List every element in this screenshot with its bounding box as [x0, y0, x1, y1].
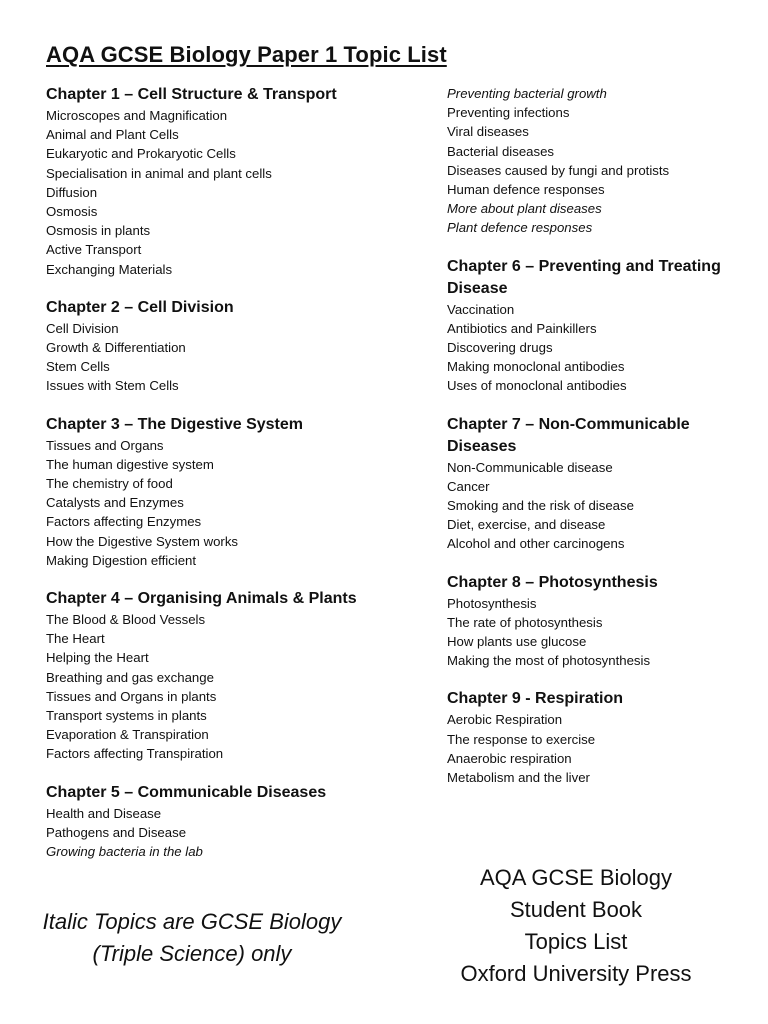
topic-list: [447, 300, 747, 396]
topic-item: Viral diseases: [447, 124, 529, 140]
topic-item: Vaccination: [447, 301, 515, 317]
topic-item-triple: Preventing bacterial growth: [447, 86, 607, 101]
topic-item-triple: Plant defence responses: [447, 220, 593, 236]
topic-item: Making Digestion efficient: [46, 552, 197, 568]
book-info-line: Topics List: [524, 929, 628, 954]
book-info-line: Oxford University Press: [460, 961, 692, 986]
topic-item: Uses of monoclonal antibodies: [447, 378, 627, 394]
book-info-line: AQA GCSE Biology: [480, 865, 672, 890]
topic-item: Health and Disease: [46, 805, 162, 821]
topic-item: Active Transport: [46, 242, 142, 258]
topic-item: Preventing infections: [447, 105, 570, 121]
topic-item: Growth & Differentiation: [46, 340, 186, 356]
page-title: AQA GCSE Biology Paper 1 Topic List: [46, 42, 447, 67]
topic-item: Stem Cells: [46, 359, 110, 375]
topic-item: Animal and Plant Cells: [46, 127, 179, 143]
topic-item: Diffusion: [46, 184, 98, 200]
topic-item: The rate of photosynthesis: [447, 614, 603, 630]
chapter-section: [46, 414, 376, 570]
topic-item: Catalysts and Enzymes: [46, 495, 184, 511]
topic-item: Transport systems in plants: [46, 708, 207, 724]
topic-item: Non-Communicable disease: [447, 459, 613, 475]
topic-item: Evaporation & Transpiration: [46, 727, 209, 743]
chapter-section: [447, 572, 747, 671]
topic-item: Anaerobic respiration: [447, 750, 572, 766]
topic-item: The human digestive system: [46, 456, 214, 472]
topic-item: Eukaryotic and Prokaryotic Cells: [46, 146, 236, 162]
topic-item: Osmosis: [46, 204, 98, 220]
italic-topics-note: Italic Topics are GCSE Biology (Triple Science) only: [42, 909, 342, 966]
topic-list: [46, 610, 376, 764]
book-info-line: Student Book: [509, 897, 643, 922]
chapter-section: [46, 782, 376, 862]
chapter-title: Chapter 6 – Preventing and Treating Disease: [447, 257, 721, 297]
topic-item: Photosynthesis: [447, 595, 537, 611]
topic-item: Factors affecting Transpiration: [46, 746, 224, 762]
topic-item: Exchanging Materials: [46, 261, 173, 277]
topic-item: Discovering drugs: [447, 340, 553, 356]
topic-item: Breathing and gas exchange: [46, 669, 214, 685]
topic-item-triple: More about plant diseases: [447, 201, 602, 217]
topic-item: Factors affecting Enzymes: [46, 514, 202, 530]
topic-item: Smoking and the risk of disease: [447, 498, 634, 514]
chapter-title: Chapter 4 – Organising Animals & Plants: [46, 590, 357, 608]
topic-list: [447, 594, 747, 671]
topic-item: The chemistry of food: [46, 476, 173, 492]
topic-list: [447, 458, 747, 554]
topic-item: Alcohol and other carcinogens: [447, 536, 625, 552]
topic-item: Tissues and Organs: [46, 437, 164, 453]
topic-item: The response to exercise: [447, 731, 596, 747]
chapter-title: Chapter 3 – The Digestive System: [46, 415, 303, 433]
chapter-title: Chapter 7 – Non-Communicable Diseases: [447, 415, 690, 455]
topic-list: [447, 84, 747, 238]
chapter-title: Chapter 8 – Photosynthesis: [447, 573, 658, 591]
topic-item: Pathogens and Disease: [46, 824, 187, 840]
topic-list: [46, 106, 376, 279]
chapter-title: Chapter 9 - Respiration: [447, 690, 624, 708]
chapter-section: [447, 256, 747, 396]
topic-list: [46, 319, 376, 396]
topic-item: Tissues and Organs in plants: [46, 688, 217, 704]
topic-item: Specialisation in animal and plant cells: [46, 165, 272, 181]
topic-item: The Heart: [46, 631, 105, 647]
left-column: [46, 84, 376, 879]
topic-item: Diseases caused by fungi and protists: [447, 162, 670, 178]
chapter-title: Chapter 5 – Communicable Diseases: [46, 783, 327, 801]
chapter-section: [447, 688, 747, 787]
topic-item: Metabolism and the liver: [447, 770, 590, 786]
topic-item: Cell Division: [46, 320, 119, 336]
book-info: [426, 862, 726, 990]
topic-item: Making monoclonal antibodies: [447, 359, 625, 375]
chapter-section: [46, 84, 376, 279]
chapter-section: [46, 588, 376, 764]
right-column: [447, 84, 747, 805]
topic-item: Helping the Heart: [46, 650, 149, 666]
topic-item: Antibiotics and Painkillers: [447, 320, 597, 336]
topic-list: [447, 710, 747, 787]
topic-item: Microscopes and Magnification: [46, 108, 228, 123]
topic-item: Bacterial diseases: [447, 143, 555, 159]
chapter-section: [447, 84, 747, 238]
chapter-section: [447, 414, 747, 554]
topic-item: Human defence responses: [447, 182, 605, 198]
topic-item-triple: Growing bacteria in the lab: [46, 844, 203, 860]
chapter-section: [46, 297, 376, 396]
topic-item: Diet, exercise, and disease: [447, 517, 606, 533]
topic-item: The Blood & Blood Vessels: [46, 612, 206, 628]
topic-item: Making the most of photosynthesis: [447, 653, 651, 669]
topic-item: Issues with Stem Cells: [46, 378, 179, 394]
topic-item: Cancer: [447, 478, 490, 494]
chapter-title: Chapter 1 – Cell Structure & Transport: [46, 86, 337, 103]
topic-item: Osmosis in plants: [46, 223, 151, 239]
chapter-title: Chapter 2 – Cell Division: [46, 298, 234, 316]
topic-list: [46, 436, 376, 570]
topic-item: How plants use glucose: [447, 634, 587, 650]
topic-item: How the Digestive System works: [46, 533, 239, 549]
topic-item: Aerobic Respiration: [447, 712, 563, 728]
topic-list: [46, 804, 376, 862]
